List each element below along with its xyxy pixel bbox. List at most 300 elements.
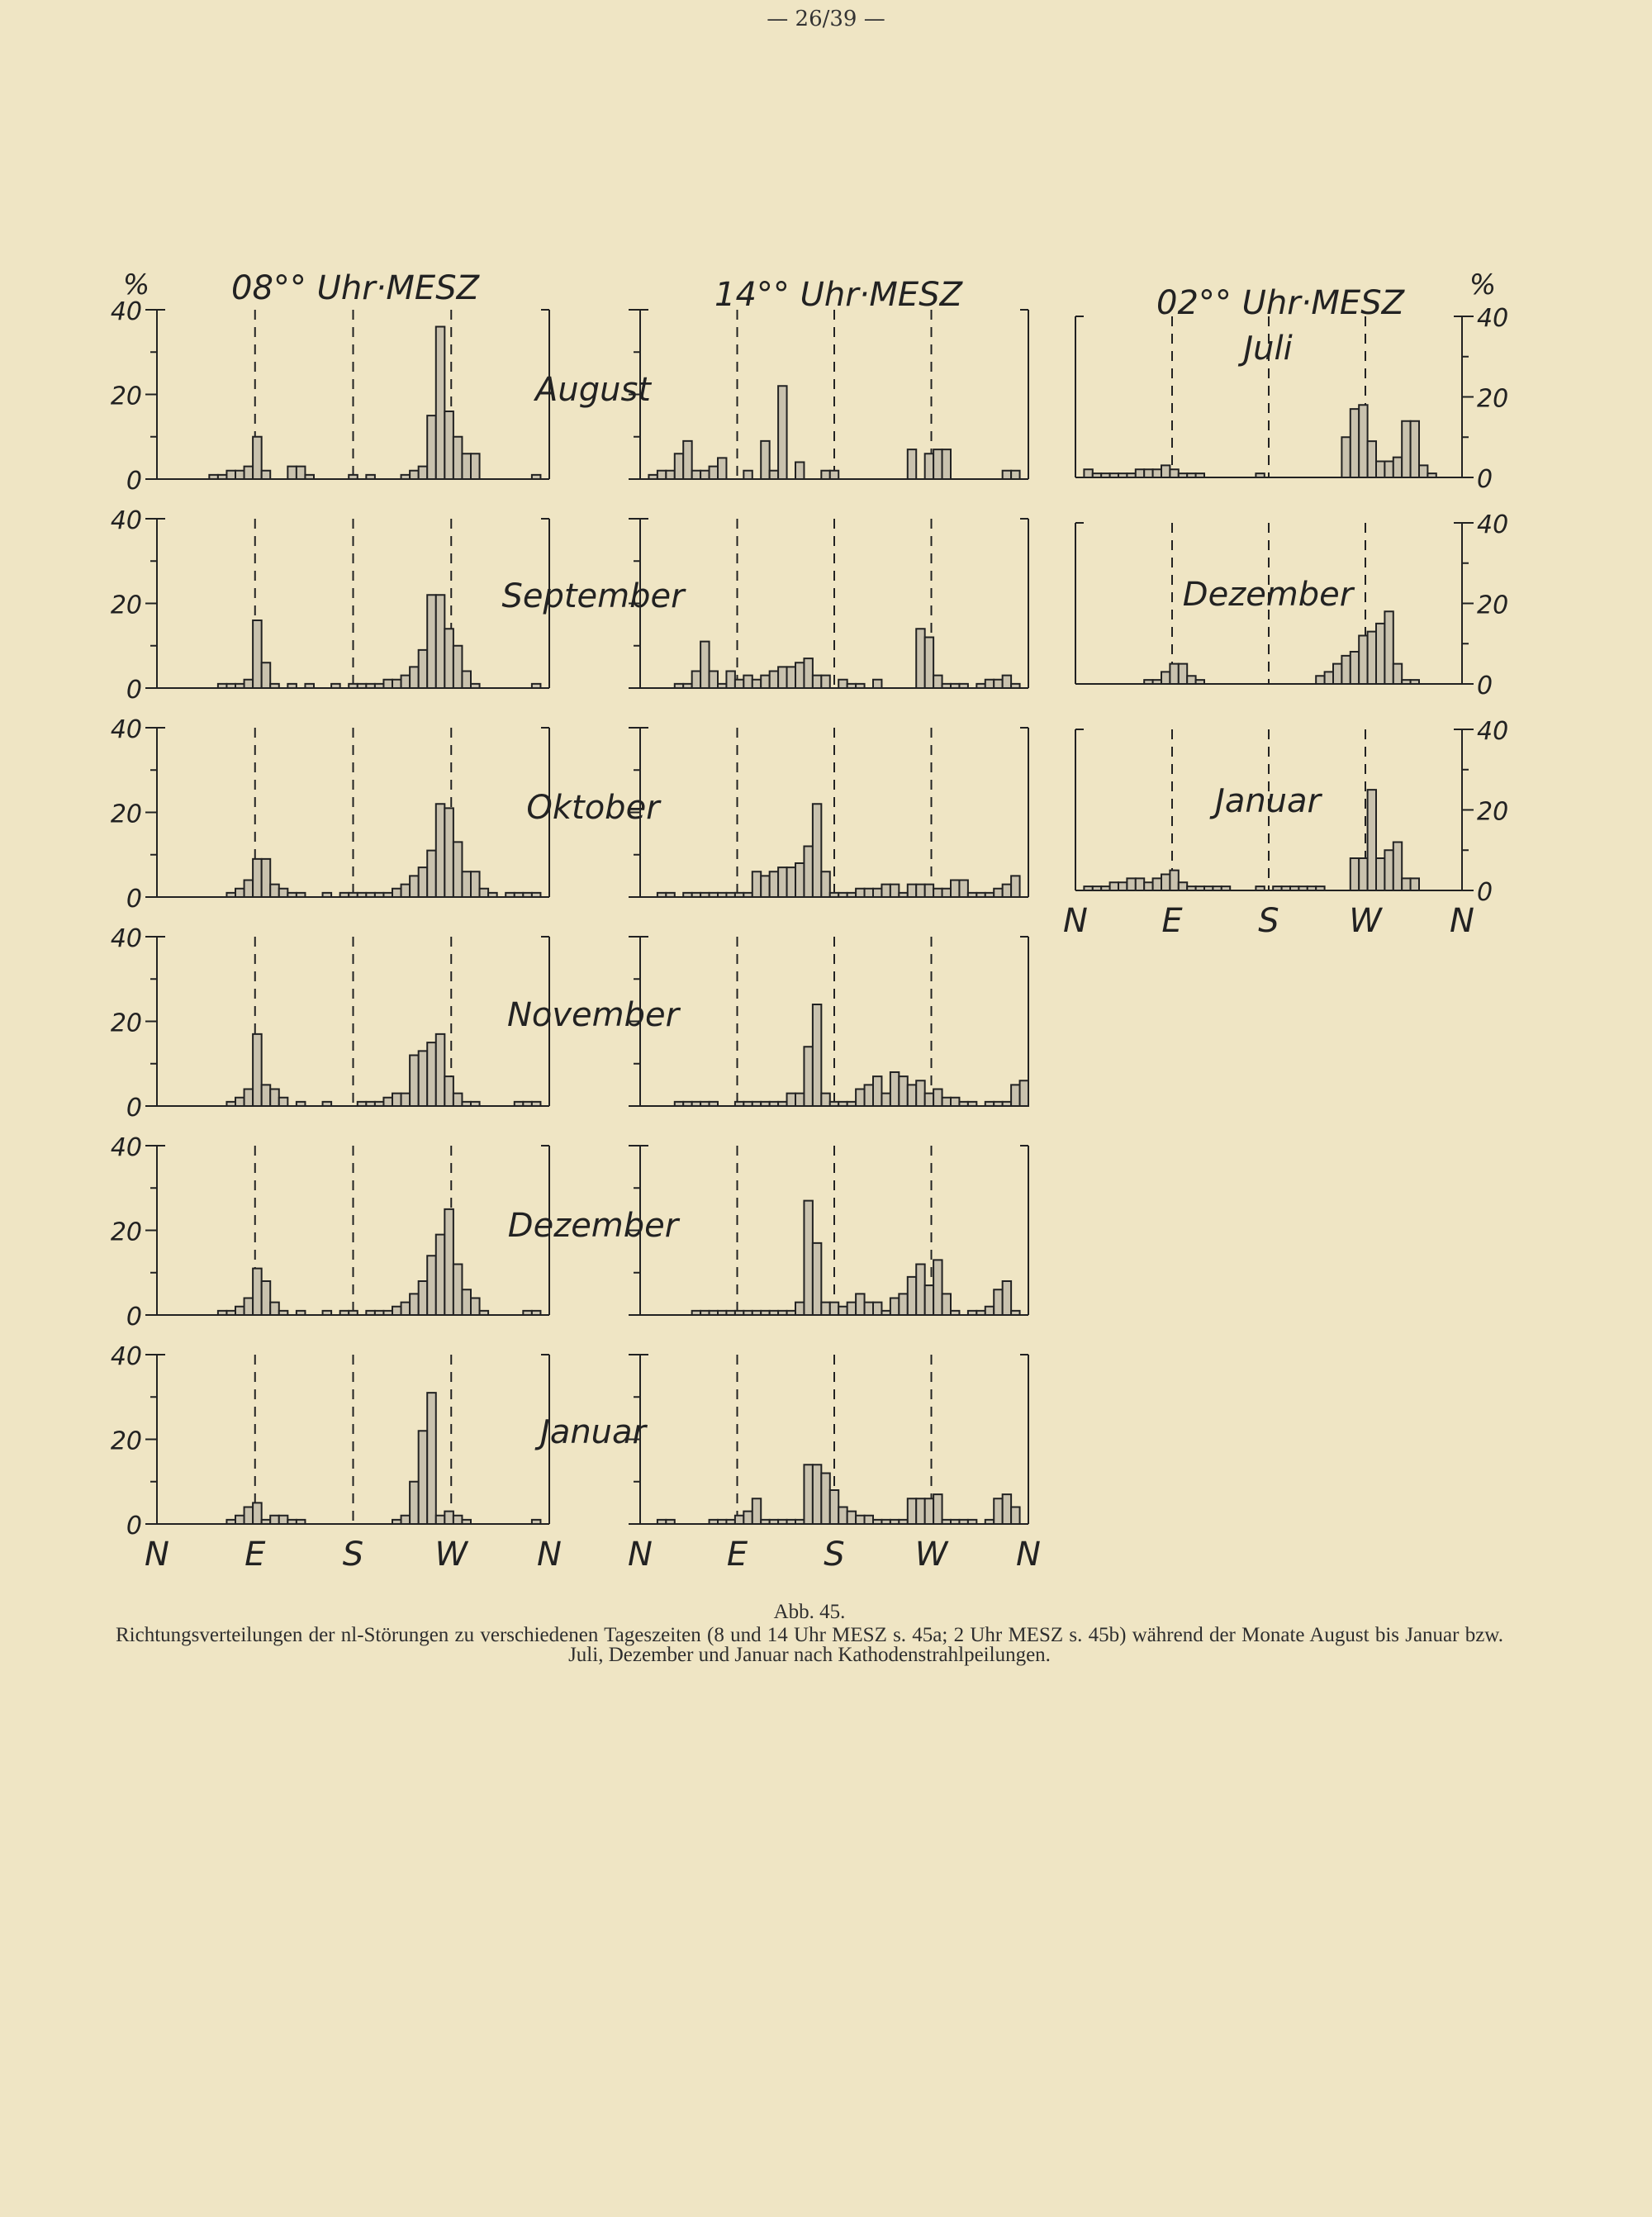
histogram-bar xyxy=(743,1102,752,1106)
histogram-bar xyxy=(770,471,778,479)
histogram-bar xyxy=(1368,441,1376,477)
histogram-bar xyxy=(942,1520,951,1524)
histogram-bar xyxy=(358,893,367,897)
histogram-bar xyxy=(925,1285,933,1315)
histogram-bar xyxy=(401,1094,411,1106)
histogram-bar xyxy=(1093,886,1101,890)
histogram-bar xyxy=(752,680,761,688)
histogram-bar xyxy=(401,475,411,479)
histogram-bar xyxy=(718,458,726,479)
histogram-bar xyxy=(262,859,271,897)
histogram-bar xyxy=(1222,886,1230,890)
histogram-bar xyxy=(942,1294,951,1315)
histogram-bar xyxy=(1427,473,1436,477)
histogram-bar xyxy=(908,1498,916,1524)
histogram-bar xyxy=(375,1102,384,1106)
histogram-bar xyxy=(471,684,480,688)
histogram-bar xyxy=(657,893,666,897)
histogram-bar xyxy=(1170,871,1178,890)
histogram-bar xyxy=(700,471,709,479)
histogram-bar xyxy=(968,1311,976,1315)
histogram-bar xyxy=(444,1512,453,1524)
histogram-bar xyxy=(1402,878,1410,890)
y-tick-label: 40 xyxy=(1477,717,1509,746)
histogram-bar xyxy=(1213,886,1221,890)
histogram-bar xyxy=(427,415,436,479)
histogram-bar xyxy=(226,1102,235,1106)
histogram-bar xyxy=(821,1474,829,1525)
histogram-bar xyxy=(444,1076,453,1106)
histogram-bar xyxy=(1419,465,1427,477)
histogram-bar xyxy=(253,620,262,688)
histogram-bar xyxy=(648,475,657,479)
histogram-bar xyxy=(804,847,812,898)
histogram-bar xyxy=(735,680,743,688)
histogram-bar xyxy=(838,1307,847,1315)
histogram-bar xyxy=(942,1098,951,1106)
histogram-bar xyxy=(279,889,288,897)
x-tick-label: N xyxy=(537,1536,562,1574)
histogram-bar xyxy=(710,1311,718,1315)
histogram-bar xyxy=(933,889,942,897)
histogram-bar xyxy=(1298,886,1307,890)
histogram-bar xyxy=(427,1393,436,1524)
histogram-bar xyxy=(297,1520,306,1524)
histogram-bar xyxy=(761,1311,769,1315)
histogram-bar xyxy=(976,893,985,897)
month-label: November xyxy=(506,996,680,1034)
histogram-bar xyxy=(881,885,890,897)
histogram-bar xyxy=(287,893,297,897)
histogram-bar xyxy=(770,1311,778,1315)
histogram-bar xyxy=(830,1490,838,1524)
histogram-bar xyxy=(804,658,812,688)
y-tick-label: 0 xyxy=(126,1303,142,1332)
histogram-bar xyxy=(1325,672,1333,684)
histogram-bar xyxy=(1179,664,1187,684)
x-tick-label: S xyxy=(342,1536,364,1574)
histogram-bar xyxy=(804,1201,812,1315)
histogram-bar xyxy=(1308,886,1316,890)
histogram-bar xyxy=(1341,437,1350,477)
histogram-bar xyxy=(287,684,297,688)
histogram-bar xyxy=(453,1094,463,1106)
histogram-bar xyxy=(279,1098,288,1106)
histogram-bar xyxy=(226,893,235,897)
histogram-bar xyxy=(453,842,463,897)
histogram-bar xyxy=(666,1520,674,1524)
histogram-bar xyxy=(375,1311,384,1315)
histogram-bar xyxy=(778,867,786,897)
histogram-bar xyxy=(985,1307,994,1315)
histogram-bar xyxy=(1153,469,1161,477)
histogram-bar xyxy=(865,1085,873,1106)
histogram-bar xyxy=(1144,469,1152,477)
histogram-bar xyxy=(959,684,967,688)
histogram-bar xyxy=(279,1311,288,1315)
histogram-bar xyxy=(821,871,829,897)
histogram-bar xyxy=(692,672,700,689)
histogram-bar xyxy=(488,893,497,897)
histogram-bar xyxy=(262,1520,271,1524)
histogram-bar xyxy=(865,1516,873,1524)
histogram-bar xyxy=(444,1209,453,1315)
histogram-bar xyxy=(506,893,515,897)
histogram-bar xyxy=(366,684,375,688)
histogram-bar xyxy=(710,893,718,897)
histogram-bar xyxy=(761,1520,769,1524)
histogram-bar xyxy=(1003,1494,1011,1524)
caption-title: Abb. 45. xyxy=(773,1601,846,1623)
histogram-bar xyxy=(908,449,916,479)
histogram-bar xyxy=(718,1520,726,1524)
histogram-bar xyxy=(795,662,804,688)
histogram-bar xyxy=(933,1494,942,1524)
histogram-bar xyxy=(1011,876,1019,897)
histogram-bar xyxy=(743,676,752,688)
histogram-bar xyxy=(821,1303,829,1315)
histogram-bar xyxy=(515,1102,524,1106)
histogram-bar xyxy=(933,449,942,479)
histogram-bar xyxy=(813,804,821,897)
histogram-bar xyxy=(427,1256,436,1315)
histogram-bar xyxy=(444,411,453,479)
histogram-bar xyxy=(1411,878,1419,890)
histogram-bar xyxy=(1384,850,1393,890)
histogram-bar xyxy=(692,893,700,897)
y-tick-label: 40 xyxy=(1477,510,1509,539)
y-axis-unit: % xyxy=(1469,268,1497,301)
histogram-bar xyxy=(743,471,752,479)
histogram-bar xyxy=(847,1512,856,1524)
histogram-bar xyxy=(770,1102,778,1106)
histogram-bar xyxy=(847,893,856,897)
histogram-bar xyxy=(675,684,683,688)
histogram-bar xyxy=(795,1520,804,1524)
month-label: Juli xyxy=(1243,330,1293,368)
month-label: Oktober xyxy=(526,789,660,827)
histogram-bar xyxy=(778,386,786,479)
histogram-bar xyxy=(1187,886,1195,890)
histogram-bar xyxy=(392,680,401,688)
histogram-bar xyxy=(427,1042,436,1106)
histogram-bar xyxy=(453,646,463,688)
histogram-bar xyxy=(985,1102,994,1106)
histogram-bar xyxy=(532,1102,541,1106)
x-tick-label: W xyxy=(434,1536,468,1574)
y-tick-label: 20 xyxy=(1477,591,1509,620)
y-tick-label: 40 xyxy=(110,1342,142,1371)
histogram-bar xyxy=(1084,886,1092,890)
histogram-bar xyxy=(1161,875,1170,891)
histogram-bar xyxy=(735,893,743,897)
histogram-bar xyxy=(262,662,271,688)
histogram-bar xyxy=(1101,473,1109,477)
histogram-bar xyxy=(908,1277,916,1315)
histogram-bar xyxy=(349,1311,358,1315)
x-tick-label: S xyxy=(824,1536,845,1574)
histogram-bar xyxy=(1196,473,1204,477)
histogram-bar xyxy=(419,467,428,479)
histogram-bar xyxy=(761,876,769,897)
histogram-bar xyxy=(994,680,1002,688)
histogram-bar xyxy=(925,453,933,479)
histogram-bar xyxy=(270,1303,279,1315)
y-tick-label: 20 xyxy=(110,1218,142,1247)
y-tick-label: 40 xyxy=(110,506,142,535)
histogram-bar xyxy=(366,893,375,897)
histogram-bar xyxy=(1411,421,1419,477)
histogram-bar xyxy=(778,667,786,688)
histogram-bar xyxy=(1290,886,1298,890)
histogram-bar xyxy=(262,471,271,479)
histogram-bar xyxy=(235,1098,244,1106)
histogram-bar xyxy=(453,1516,463,1524)
histogram-bar xyxy=(323,893,332,897)
histogram-bar xyxy=(735,1516,743,1524)
histogram-bar xyxy=(383,893,392,897)
histogram-bar xyxy=(471,453,480,479)
histogram-bar xyxy=(830,471,838,479)
histogram-bar xyxy=(436,595,445,688)
x-tick-label: N xyxy=(1016,1536,1041,1574)
histogram-bar xyxy=(419,867,428,897)
histogram-bar xyxy=(1316,676,1324,684)
histogram-bar xyxy=(270,885,279,897)
histogram-bar xyxy=(436,1235,445,1315)
histogram-bar xyxy=(994,1102,1002,1106)
histogram-bar xyxy=(436,1516,445,1524)
histogram-bar xyxy=(1333,664,1341,684)
histogram-bar xyxy=(942,449,951,479)
histogram-bar xyxy=(994,1498,1002,1524)
histogram-bar xyxy=(1411,680,1419,684)
y-tick-label: 0 xyxy=(1477,878,1493,907)
histogram-bar xyxy=(830,893,838,897)
histogram-bar xyxy=(410,1056,419,1107)
histogram-bar xyxy=(1003,885,1011,897)
y-tick-label: 40 xyxy=(110,1133,142,1162)
histogram-bar xyxy=(881,1094,890,1106)
histogram-bar xyxy=(471,871,480,897)
histogram-bar xyxy=(933,676,942,688)
histogram-bar xyxy=(778,1520,786,1524)
y-tick-label: 0 xyxy=(126,1512,142,1541)
histogram-bar xyxy=(349,893,358,897)
histogram-bar xyxy=(1351,409,1359,477)
histogram-bar xyxy=(244,1090,254,1107)
histogram-bar xyxy=(410,667,419,688)
histogram-bar xyxy=(1204,886,1213,890)
x-tick-label: N xyxy=(1063,902,1088,940)
histogram-bar xyxy=(349,684,358,688)
histogram-bar xyxy=(683,441,691,479)
histogram-bar xyxy=(916,1265,924,1316)
histogram-bar xyxy=(838,893,847,897)
histogram-bar xyxy=(1144,680,1152,684)
x-tick-label: E xyxy=(726,1536,748,1574)
histogram-bar xyxy=(375,893,384,897)
histogram-bar xyxy=(976,1311,985,1315)
histogram-bar xyxy=(847,1102,856,1106)
y-tick-label: 20 xyxy=(1477,797,1509,827)
histogram-bar xyxy=(1003,471,1011,479)
histogram-bar xyxy=(1153,878,1161,890)
histogram-bar xyxy=(532,684,541,688)
histogram-bar xyxy=(700,893,709,897)
histogram-bar xyxy=(392,1094,401,1106)
histogram-bar xyxy=(383,680,392,688)
histogram-bar xyxy=(959,1102,967,1106)
histogram-bar xyxy=(718,684,726,688)
histogram-bar xyxy=(532,1311,541,1315)
histogram-bar xyxy=(1011,684,1019,688)
histogram-bar xyxy=(392,1307,401,1315)
month-label: September xyxy=(501,577,685,615)
histogram-bar xyxy=(419,650,428,688)
histogram-bar xyxy=(515,893,524,897)
histogram-bar xyxy=(462,1520,471,1524)
histogram-bar xyxy=(358,684,367,688)
histogram-bar xyxy=(1187,676,1195,684)
histogram-bar xyxy=(244,1298,254,1316)
histogram-bar xyxy=(778,1102,786,1106)
histogram-bar xyxy=(830,1303,838,1315)
histogram-bar xyxy=(752,1102,761,1106)
histogram-bar xyxy=(419,1281,428,1315)
histogram-bar xyxy=(813,1004,821,1106)
histogram-bar xyxy=(778,1311,786,1315)
histogram-bar xyxy=(968,1520,976,1524)
histogram-bar xyxy=(675,1102,683,1106)
histogram-bar xyxy=(787,867,795,897)
histogram-bar xyxy=(908,885,916,897)
y-tick-label: 40 xyxy=(110,715,142,744)
histogram-bar xyxy=(1273,886,1281,890)
histogram-bar xyxy=(657,1520,666,1524)
histogram-bar xyxy=(787,1094,795,1106)
histogram-bar xyxy=(726,893,734,897)
histogram-bar xyxy=(761,441,769,479)
histogram-bar xyxy=(1136,469,1144,477)
histogram-bar xyxy=(804,1465,812,1524)
histogram-bar xyxy=(262,1085,271,1106)
histogram-bar xyxy=(847,684,856,688)
histogram-bar xyxy=(770,871,778,897)
histogram-bar xyxy=(253,1503,262,1524)
histogram-bar xyxy=(925,638,933,689)
histogram-bar xyxy=(994,889,1002,897)
histogram-bar xyxy=(323,1311,332,1315)
histogram-bar xyxy=(881,1311,890,1315)
histogram-bar xyxy=(856,684,864,688)
histogram-bar xyxy=(436,327,445,480)
y-tick-label: 0 xyxy=(126,1094,142,1123)
x-tick-label: N xyxy=(1450,902,1474,940)
histogram-bar xyxy=(710,672,718,689)
histogram-bar xyxy=(951,684,959,688)
histogram-bar xyxy=(410,471,419,479)
histogram-bar xyxy=(795,1303,804,1315)
histogram-bar xyxy=(253,437,262,479)
histogram-bar xyxy=(305,475,314,479)
histogram-bar xyxy=(1003,1281,1011,1315)
histogram-bar xyxy=(916,629,924,688)
histogram-bar xyxy=(726,1520,734,1524)
histogram-bar xyxy=(270,684,279,688)
y-axis-unit: % xyxy=(122,268,150,301)
histogram-bar xyxy=(1144,882,1152,890)
histogram-bar xyxy=(908,1085,916,1106)
histogram-bar xyxy=(838,680,847,688)
histogram-bar xyxy=(1368,790,1376,890)
histogram-bar xyxy=(287,467,297,479)
histogram-bar xyxy=(366,1102,375,1106)
histogram-bar xyxy=(297,1102,306,1106)
histogram-bar xyxy=(410,876,419,897)
column-title: 14°° Uhr·MESZ xyxy=(714,276,962,314)
histogram-bar xyxy=(244,467,254,479)
histogram-bar xyxy=(1110,882,1118,890)
histogram-bar xyxy=(235,889,244,897)
histogram-bar xyxy=(523,1102,532,1106)
histogram-bar xyxy=(890,1298,899,1316)
histogram-bar xyxy=(218,1311,227,1315)
histogram-bar xyxy=(279,1516,288,1524)
histogram-bar xyxy=(349,475,358,479)
histogram-bar xyxy=(700,1102,709,1106)
histogram-bar xyxy=(683,893,691,897)
histogram-bar xyxy=(523,1311,532,1315)
histogram-bar xyxy=(718,893,726,897)
histogram-bar xyxy=(1359,405,1367,477)
histogram-bar xyxy=(1118,882,1127,890)
histogram-bar xyxy=(305,684,314,688)
histogram-bar xyxy=(383,1098,392,1106)
histogram-bar xyxy=(1376,462,1384,478)
histogram-bar xyxy=(1011,1311,1019,1315)
histogram-bar xyxy=(916,1498,924,1524)
histogram-bar xyxy=(401,1303,411,1315)
histogram-bar xyxy=(761,1102,769,1106)
histogram-bar xyxy=(1402,421,1410,477)
histogram-bar xyxy=(287,1520,297,1524)
histogram-bar xyxy=(471,1102,480,1106)
histogram-bar xyxy=(1118,473,1127,477)
histogram-bar xyxy=(873,1076,881,1106)
histogram-bar xyxy=(462,1289,471,1315)
y-tick-label: 20 xyxy=(110,1009,142,1038)
histogram-bar xyxy=(951,1098,959,1106)
histogram-bar xyxy=(1011,1085,1019,1106)
histogram-bar xyxy=(865,1303,873,1315)
histogram-bar xyxy=(1393,664,1402,684)
y-tick-label: 0 xyxy=(1477,465,1493,494)
histogram-bar xyxy=(700,1311,709,1315)
histogram-bar xyxy=(1011,1507,1019,1525)
histogram-bar xyxy=(787,1520,795,1524)
histogram-bar xyxy=(209,475,218,479)
histogram-bar xyxy=(444,808,453,897)
histogram-bar xyxy=(1153,680,1161,684)
histogram-bar xyxy=(1359,636,1367,685)
histogram-bar xyxy=(532,475,541,479)
histogram-bar xyxy=(985,680,994,688)
histogram-bar xyxy=(1384,462,1393,478)
histogram-bar xyxy=(1351,652,1359,684)
histogram-bar xyxy=(752,1498,761,1524)
x-tick-label: S xyxy=(1258,902,1279,940)
